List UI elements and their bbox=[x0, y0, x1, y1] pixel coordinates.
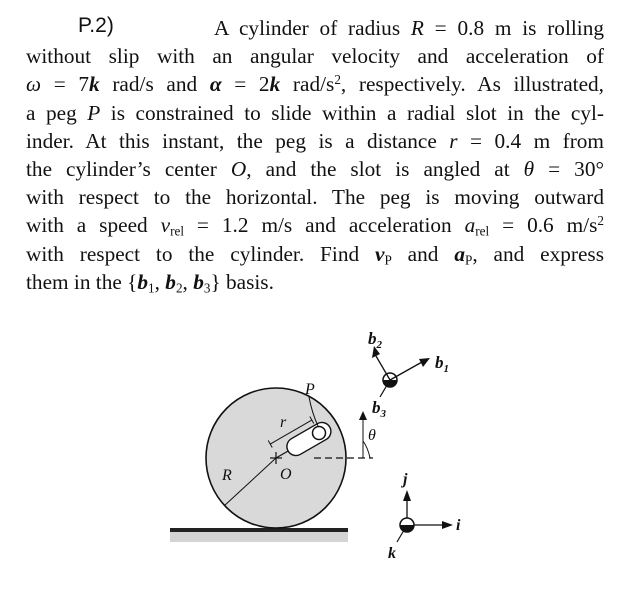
problem-line: a peg P is constrained to slide within a radial slot in the cyl- bbox=[26, 100, 604, 125]
problem-line: without slip with an angular velocity and acceleration of bbox=[26, 44, 604, 69]
problem-line: with respect to the cylinder. Find $v_P$ and $a_P$, and express bbox=[26, 241, 605, 267]
ground bbox=[170, 528, 348, 542]
problem-line: A cylinder of radius R = 0.8 m is rolling bbox=[214, 16, 604, 40]
problem-line: them in the {$b_1$, $b_2$, $b_3$} basis. bbox=[26, 269, 274, 296]
problem-line: with a speed $v_{rel} = 1.2$ m/s and acceleration $a_{rel} = 0.6$ $m/s^2$ bbox=[26, 213, 605, 239]
label-b3: $b_3$ bbox=[372, 398, 386, 420]
problem-statement bbox=[26, 14, 604, 296]
label-b1: $b_1$ bbox=[435, 353, 449, 375]
problem-line: the cylinder’s center O, and the slot is angled at θ = 30° bbox=[26, 157, 604, 182]
label-center: O bbox=[280, 466, 292, 483]
cylinder-figure bbox=[160, 318, 470, 580]
label-b2: $b_2$ bbox=[368, 329, 382, 351]
problem-line: inder. At this instant, the peg is a distance r = 0.4 m from bbox=[26, 128, 604, 153]
rotating-basis-b bbox=[372, 346, 430, 397]
label-p: P bbox=[305, 381, 315, 398]
problem-number: P.2) bbox=[78, 14, 114, 37]
label-r: r bbox=[280, 414, 287, 431]
label-i: i bbox=[456, 517, 461, 534]
fixed-basis-ijk bbox=[397, 490, 453, 542]
peg-p bbox=[313, 427, 326, 440]
problem-line: with respect to the horizontal. The peg is moving outward bbox=[26, 185, 604, 210]
label-theta: θ bbox=[368, 427, 376, 444]
label-k: k bbox=[388, 545, 396, 562]
label-radius: R bbox=[222, 467, 232, 484]
label-j: j bbox=[403, 471, 408, 488]
problem-line: ω = 7k rad/s and α = 2k rad/$s^2$, respectively. As illustrated, bbox=[26, 72, 605, 97]
